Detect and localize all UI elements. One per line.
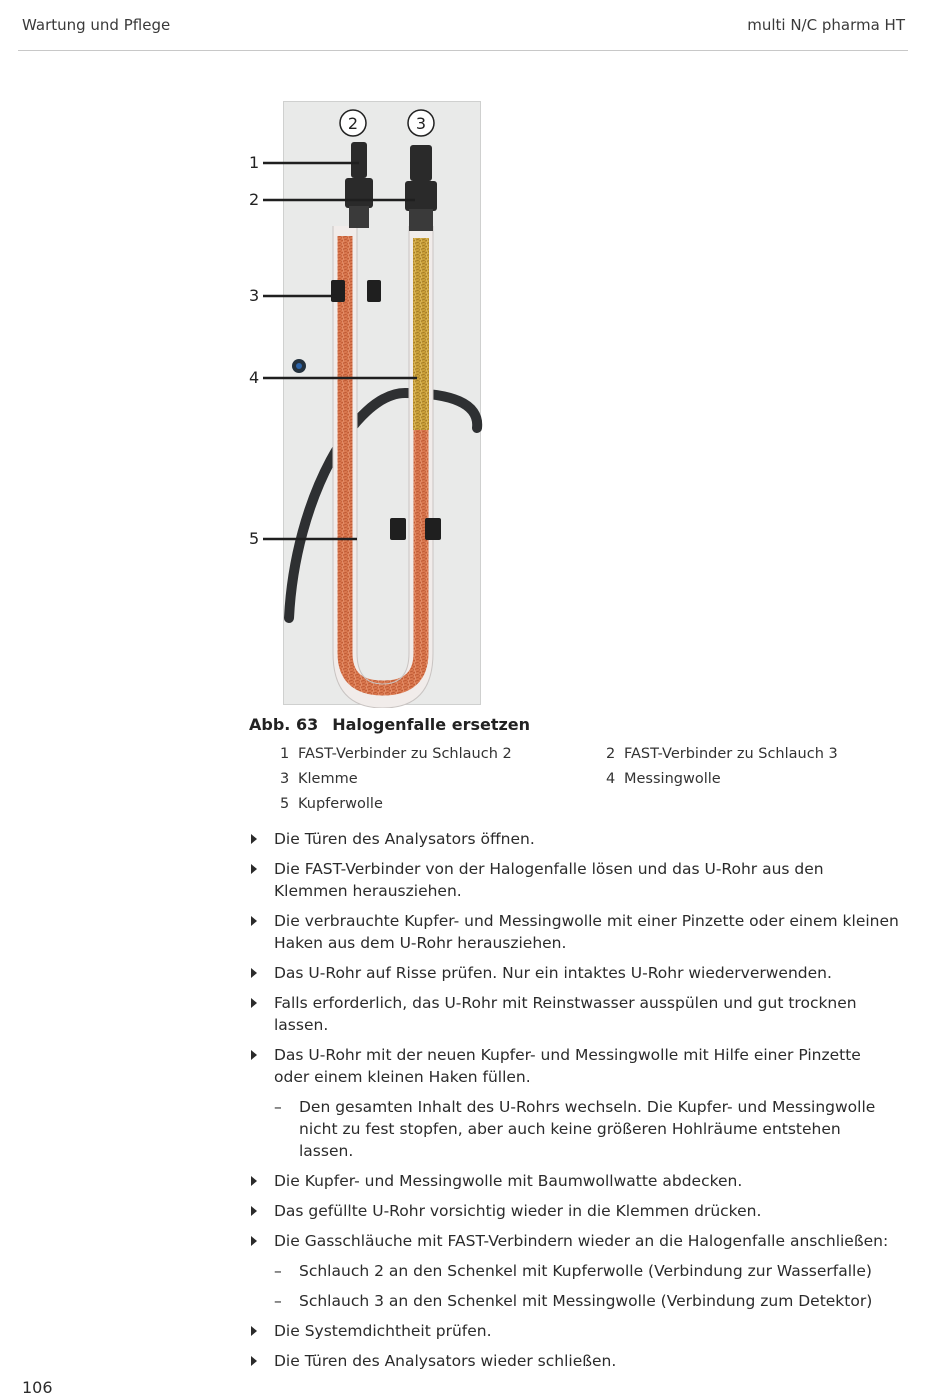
instruction-step: Die Türen des Analysators öffnen.: [249, 828, 899, 850]
callout-top-3: 3: [415, 114, 427, 133]
brass-wool: [413, 238, 429, 430]
dash-bullet: –: [274, 1098, 282, 1116]
legend-item: 2 FAST-Verbinder zu Schlauch 3: [606, 746, 838, 762]
dash-bullet: –: [274, 1262, 282, 1280]
bullet-arrow-icon: [251, 1326, 257, 1336]
callout-left-4: 4: [249, 368, 260, 387]
bullet-arrow-icon: [251, 864, 257, 874]
bullet-arrow-icon: [251, 1050, 257, 1060]
callout-left-3: 3: [249, 286, 260, 305]
legend-item: 5 Kupferwolle: [280, 796, 383, 812]
callout-left-2: 2: [249, 190, 260, 209]
instruction-step: Die verbrauchte Kupfer- und Messingwolle mit einer Pinzette oder einem kleinen Haken aus dem U-Rohr herausziehen.: [249, 910, 899, 954]
figure-halogen-trap: [245, 98, 485, 708]
instruction-step: Falls erforderlich, das U-Rohr mit Reinstwasser ausspülen und gut trocknen lassen.: [249, 992, 899, 1036]
bullet-arrow-icon: [251, 916, 257, 926]
legend-item: 3 Klemme: [280, 771, 358, 787]
bullet-arrow-icon: [251, 998, 257, 1008]
page-number: 106: [22, 1378, 53, 1397]
callout-left-1: 1: [249, 153, 260, 172]
instruction-substep: – Den gesamten Inhalt des U-Rohrs wechseln. Die Kupfer- und Messingwolle nicht zu fest stopfen, aber auch keine größeren Hohlräume entstehen lassen.: [274, 1098, 876, 1160]
instruction-step: Die Systemdichtheit prüfen.: [249, 1320, 899, 1342]
legend-item: 1 FAST-Verbinder zu Schlauch 2: [280, 746, 512, 762]
figure-number: Abb. 63: [249, 715, 319, 734]
instruction-step: Die Gasschläuche mit FAST-Verbindern wieder an die Halogenfalle anschließen:: [249, 1230, 899, 1252]
instruction-step: Das U-Rohr auf Risse prüfen. Nur ein intaktes U-Rohr wiederverwenden.: [249, 962, 899, 984]
bullet-arrow-icon: [251, 1206, 257, 1216]
gas-hose: [289, 393, 477, 618]
fast-connector-left: [345, 142, 373, 228]
figure-title: Halogenfalle ersetzen: [332, 715, 531, 734]
instruction-step: Das gefüllte U-Rohr vorsichtig wieder in die Klemmen drücken.: [249, 1200, 899, 1222]
legend-item: 4 Messingwolle: [606, 771, 721, 787]
bullet-arrow-icon: [251, 968, 257, 978]
running-header-section: Wartung und Pflege: [22, 16, 171, 34]
instruction-step: Die Kupfer- und Messingwolle mit Baumwollwatte abdecken.: [249, 1170, 899, 1192]
bullet-arrow-icon: [251, 834, 257, 844]
header-divider: [18, 50, 908, 51]
instruction-list: [249, 828, 899, 1380]
instruction-substep: – Schlauch 3 an den Schenkel mit Messingwolle (Verbindung zum Detektor): [274, 1292, 873, 1310]
fast-connector-right: [405, 145, 437, 231]
instruction-step: Die FAST-Verbinder von der Halogenfalle lösen und das U-Rohr aus den Klemmen herausziehen.: [249, 858, 899, 902]
instruction-step: Die Türen des Analysators wieder schließen.: [249, 1350, 899, 1372]
running-header-product: multi N/C pharma HT: [747, 16, 905, 34]
halogen-trap-illustration: [245, 98, 485, 708]
u-tube-glass: [345, 226, 421, 696]
bullet-arrow-icon: [251, 1236, 257, 1246]
callout-top-2: 2: [347, 114, 359, 133]
figure-caption: [249, 715, 530, 734]
callout-left-5: 5: [249, 529, 260, 548]
instruction-substep: – Schlauch 2 an den Schenkel mit Kupferwolle (Verbindung zur Wasserfalle): [274, 1262, 872, 1280]
bullet-arrow-icon: [251, 1176, 257, 1186]
instruction-step: Das U-Rohr mit der neuen Kupfer- und Messingwolle mit Hilfe einer Pinzette oder einem kleinen Haken füllen.: [249, 1044, 899, 1088]
dash-bullet: –: [274, 1292, 282, 1310]
bullet-arrow-icon: [251, 1356, 257, 1366]
